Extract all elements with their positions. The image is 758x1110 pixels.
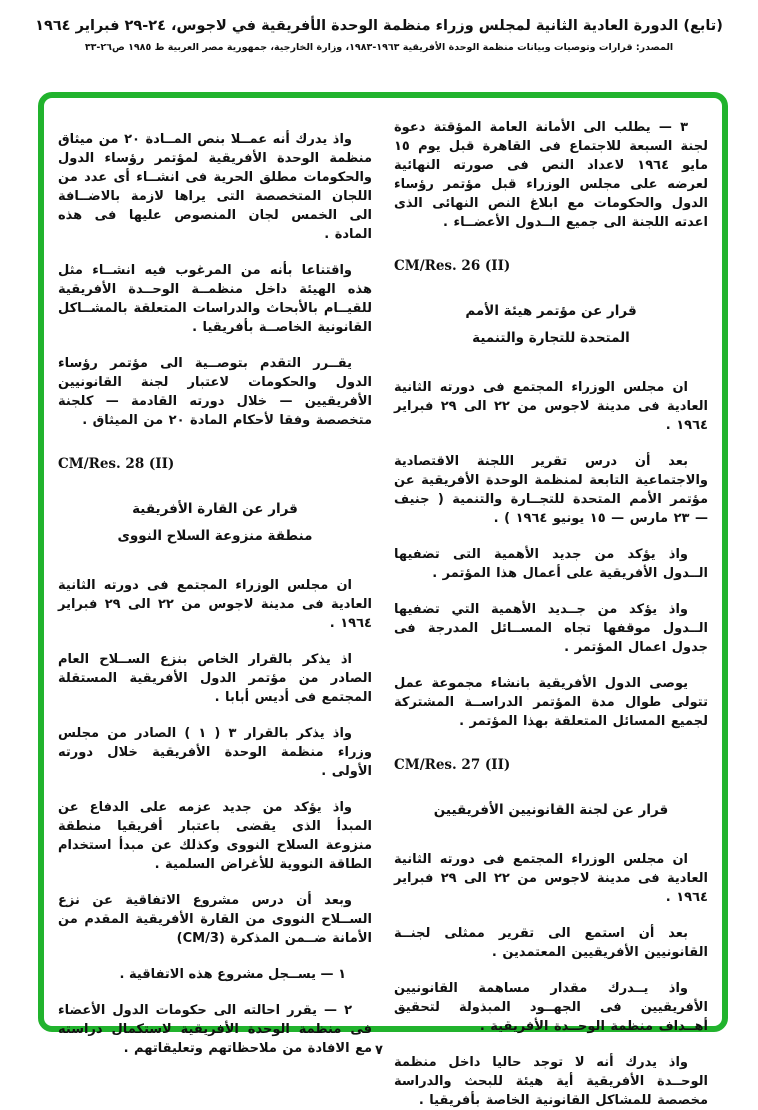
paragraph: ان مجلس الوزراء المجتمع فى دورته الثانية العادية فى مدينة لاجوس من ٢٢ الى ٢٩ فبراير ١٩٦٤ . <box>394 380 709 433</box>
paragraph: ان مجلس الوزراء المجتمع فى دورته الثانية العادية فى مدينة لاجوس من ٢٢ الى ٢٩ فبراير ١٩٦٤ . <box>58 578 373 631</box>
paragraph: يوصى الدول الأفريقية بانشاء مجموعة عمل تتولى طوال مدة المؤتمر الدراســة المشتركة لجميع المسائل المتعلقة بهذا المؤتمر . <box>394 676 708 729</box>
paragraph: واذ يدرك أنه لا توجد حاليا داخل منظمة الوحــدة الأفريقية أية هيئة للبحث والدراسة مخصصة للمشاكل القانونية الخاصة بأفريقيا . <box>394 1055 708 1108</box>
resolution-27-title <box>394 797 708 824</box>
paragraph: بعد أن درس تقرير اللجنة الاقتصادية والاجتماعية التابعة لمنظمة الوحدة الأفريقية عن مؤتمر الأمم المتحدة للتجــارة والتنمية ( جنيف — ٢٣ مارس — ١٥ يونيو ١٩٦٤ ) . <box>394 454 708 526</box>
paragraph: ان مجلس الوزراء المجتمع فى دورته الثانية العادية فى مدينة لاجوس من ٢٢ الى ٢٩ فبراير ١٩٦٤ . <box>394 852 709 905</box>
resolution-title-line: قرار عن لجنة القانونيين الأفريقيين <box>433 802 669 818</box>
resolution-title-line: قرار عن مؤتمر هيئة الأمم <box>465 303 637 319</box>
paragraph: ٣ — يطلب الى الأمانة العامة المؤقتة دعوة لجنة السبعة للاجتماع فى القاهرة قبل يوم ١٥ مايو ١٩٦٤ لاعداد النص فى صورته النهائية لعرضه على مجلس الوزراء قبل مؤتمر رؤساء الدول والحكومات مع ابلاغ النص النهائى الذى اعدته اللجنة الى جميع الــدول الأعضــاء . <box>394 120 708 230</box>
resolution-title-line: المتحدة للتجارة والتنمية <box>472 330 630 346</box>
resolution-26-title <box>394 298 708 352</box>
paragraph: بعد أن استمع الى تقرير ممثلى لجنــة القانونيين الأفريقيين المعتمدين . <box>394 926 708 960</box>
left-text-column <box>58 118 373 1056</box>
resolution-28-title <box>58 496 372 550</box>
two-column-layout <box>44 98 722 1108</box>
numbered-item-2: ٢ — يقرر احالته الى حكومات الدول الأعضاء فى منظمة الوحدة الأفريقية لاستكمال دراسته مع الافادة من ملاحظاتهم وتعليقاتهم . <box>58 1003 372 1056</box>
paragraph: وبعد أن درس مشروع الاتفاقية عن نزع الســلاح النووى من القارة الأفريقية المقدم من الأمانة ضــمن المذكرة (CM/3) <box>58 893 372 946</box>
source-citation: المصدر: قرارات وتوصيات وبيانات منظمة الوحدة الأفريقية ١٩٦٣-١٩٨٣، وزارة الخارجية، جمهورية مصر العربية ط ١٩٨٥ ص٢٦-٣٣ <box>84 42 674 53</box>
page-number: ٧ <box>375 1043 383 1058</box>
paragraph: واذ يؤكد من جــديد الأهمية التي تضفيها الــدول موقفها تجاه المســائل المدرجة فى جدول اعمال المؤتمر . <box>394 602 708 655</box>
resolution-label-cm-res-27: CM/Res. 27 (II) <box>394 757 511 773</box>
right-text-column <box>394 118 709 1108</box>
paragraph: واذ يــدرك مقدار مساهمة القانونيين الأفريقيين فى الجهــود المبذولة لتحقيق أهــداف منظمة الوحــدة الأفريقية . <box>394 981 708 1034</box>
resolution-label-cm-res-26: CM/Res. 26 (II) <box>394 258 511 274</box>
paragraph: واذ يؤكد من جديد عزمه على الدفاع عن المبدأ الذى يقضى باعتبار أفريقيا منطقة منزوعة السلاح النووى وكذلك عن مبدأ استخدام الطاقة النووية للأغراض السلمية . <box>58 800 372 872</box>
numbered-item-1: ١ — يســجل مشروع هذه الاتفاقية . <box>119 967 346 982</box>
paragraph: اذ يذكر بالقرار الخاص بنزع الســلاح العام الصادر من مؤتمر الدول الأفريقية المستقلة المجتمع فى أديس أبابا . <box>58 652 372 705</box>
document-frame <box>38 92 728 1108</box>
paragraph: واذ يؤكد من جديد الأهمية التى تضفيها الــدول الأفريقية على أعمال هذا المؤتمر . <box>394 547 708 581</box>
page-header <box>0 18 758 53</box>
paragraph: يقــرر التقدم بتوصــية الى مؤتمر رؤساء الدول والحكومات لاعتبار لجنة القانونيين الأفريقيين — خلال دورته القادمة — كلجنة متخصصة وفقا لأحكام المادة ٢٠ من الميثاق . <box>58 356 372 428</box>
paragraph: واذ يذكر بالقرار ٣ ( ١ ) الصادر من مجلس وزراء منظمة الوحدة الأفريقية خلال دورته الأولى . <box>58 726 372 779</box>
resolution-title-line: قرار عن القارة الأفريقية <box>132 501 298 517</box>
paragraph: واذ يدرك أنه عمــلا بنص المــادة ٢٠ من ميثاق منظمة الوحدة الأفريقية لمؤتمر رؤساء الدول والحكومات مطلق الحرية فى انشــاء أى عدد من اللجان المتخصصة التى يراها لازمة بالاضــافة الى الخمس لجان المنصوص عليها فى هذه المادة . <box>58 132 372 242</box>
resolution-label-cm-res-28: CM/Res. 28 (II) <box>58 456 175 472</box>
session-title: (تابع) الدورة العادية الثانية لمجلس وزراء منظمة الوحدة الأفريقية في لاجوس، ٢٤-٢٩ فبراير ١٩٦٤ <box>35 18 723 34</box>
paragraph: واقتناعا بأنه من المرغوب فيه انشــاء مثل هذه الهيئة داخل منظمــة الوحــدة الأفريقية للقيــام بالأبحاث والدراسات المتعلقة بالمشــاكل القانونية الخاصــة بأفريقيا . <box>58 263 372 335</box>
resolution-title-line: منطقة منزوعة السلاح النووى <box>117 528 313 544</box>
